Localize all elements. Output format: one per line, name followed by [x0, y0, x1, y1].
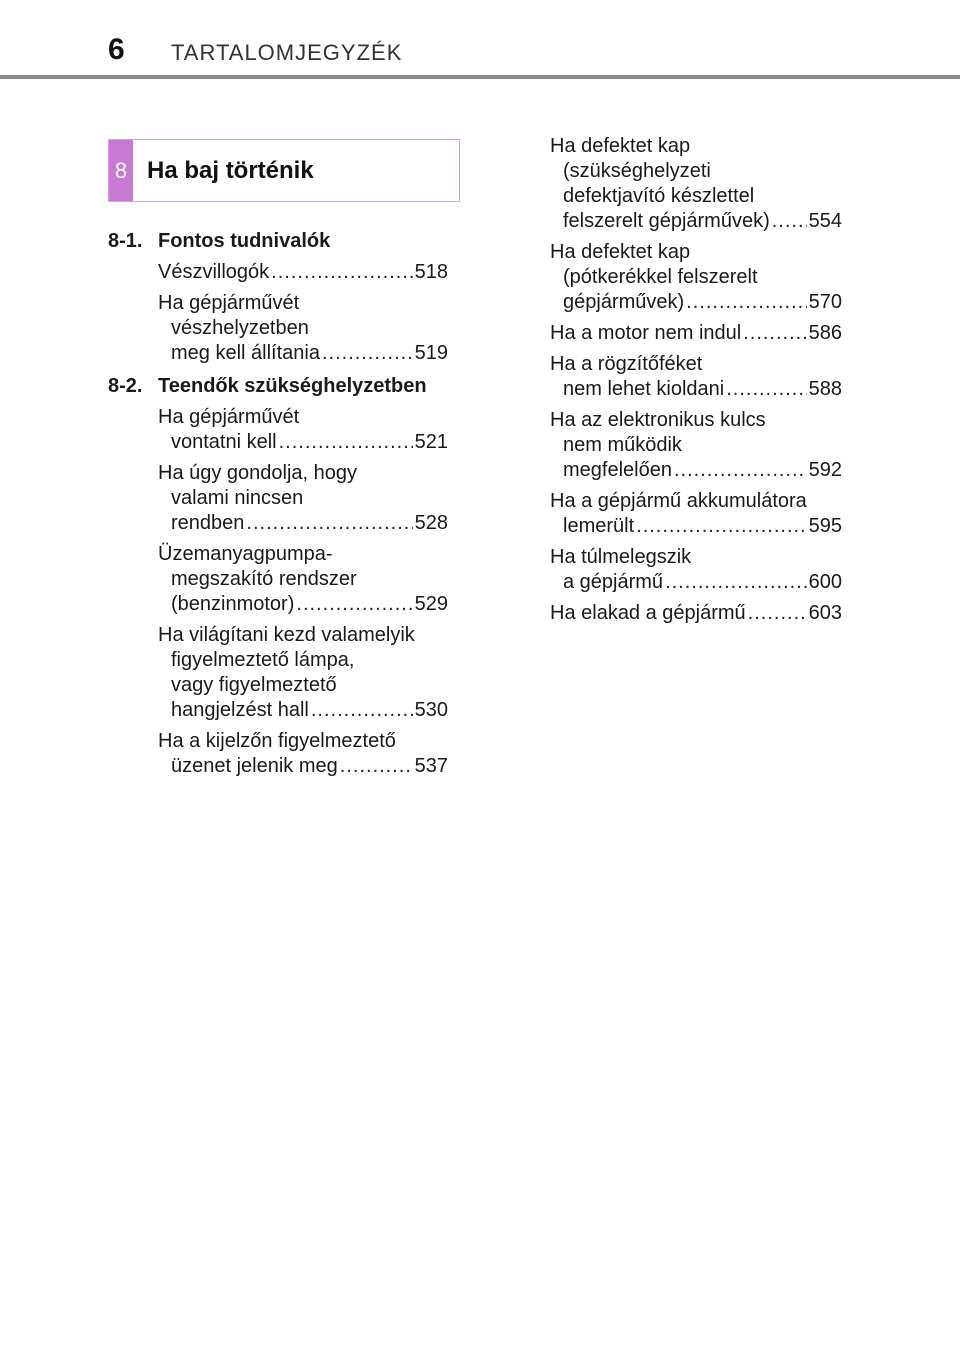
toc-entry-line: Üzemanyagpumpa-	[158, 543, 333, 565]
page-reference: 537	[414, 755, 448, 777]
page-reference: 592	[808, 459, 842, 481]
toc-entry-last-line	[550, 377, 842, 402]
toc-entry-last-line	[550, 601, 842, 626]
page-reference: 570	[808, 291, 842, 313]
toc-entry[interactable]	[158, 405, 448, 455]
toc-entry-line: Ha világítani kezd valamelyik	[158, 624, 415, 646]
toc-entry-line: Ha a kijelzőn figyelmeztető	[158, 730, 396, 752]
dot-leader	[748, 601, 807, 626]
toc-entry-last-line	[158, 341, 448, 366]
toc-entry-text: gépjárművek)	[563, 291, 685, 313]
toc-entry-last-line	[158, 754, 448, 779]
section-title: Fontos tudnivalók	[158, 230, 331, 252]
toc-entry-text: lemerült	[563, 515, 635, 537]
dot-leader	[726, 377, 806, 402]
toc-entry-last-line	[550, 458, 842, 483]
page-reference: 588	[808, 378, 842, 400]
page-reference: 521	[414, 431, 448, 453]
page-reference: 603	[808, 602, 842, 624]
dot-leader	[636, 514, 806, 539]
toc-entry[interactable]	[550, 489, 842, 539]
toc-entry-line: Ha a gépjármű akkumulátora	[550, 490, 807, 512]
toc-entry-line: Ha a rögzítőféket	[550, 353, 703, 375]
dot-leader	[296, 592, 412, 617]
toc-left-column	[108, 226, 448, 785]
toc-entry-line: valami nincsen	[171, 487, 304, 509]
toc-entry-last-line	[550, 570, 842, 595]
page-reference: 595	[808, 515, 842, 537]
toc-entry[interactable]	[550, 321, 842, 346]
toc-entry-text: (benzinmotor)	[171, 593, 295, 615]
toc-entry-line: (szükséghelyzeti	[563, 160, 711, 182]
dot-leader	[340, 754, 413, 779]
toc-entry-text: Vészvillogók	[158, 261, 270, 283]
toc-entry-text: a gépjármű	[563, 571, 664, 593]
chapter-title: Ha baj történik	[147, 157, 314, 184]
toc-entry-text: megfelelően	[563, 459, 672, 481]
dot-leader	[279, 430, 413, 455]
toc-entry-line: nem működik	[563, 434, 682, 456]
dot-leader	[686, 290, 806, 315]
chapter-heading	[108, 139, 460, 202]
dot-leader	[772, 209, 807, 234]
toc-entry-last-line	[550, 209, 842, 234]
page-header	[0, 0, 960, 80]
toc-entry-last-line	[550, 514, 842, 539]
toc-entry[interactable]	[550, 352, 842, 402]
toc-entry-last-line	[550, 290, 842, 315]
page-reference: 530	[414, 699, 448, 721]
dot-leader	[743, 321, 806, 346]
toc-entry-text: Ha a motor nem indul	[550, 322, 742, 344]
header-title: TARTALOMJEGYZÉK	[171, 40, 403, 65]
toc-entry-text: hangjelzést hall	[171, 699, 309, 721]
toc-entry-last-line	[158, 430, 448, 455]
toc-entry-text: vontatni kell	[171, 431, 277, 453]
toc-entry[interactable]	[550, 545, 842, 595]
toc-entry-text: rendben	[171, 512, 245, 534]
dot-leader	[322, 341, 413, 366]
page-reference: 518	[414, 261, 448, 283]
toc-entry[interactable]	[158, 623, 448, 723]
toc-entry[interactable]	[550, 601, 842, 626]
toc-right-column	[550, 134, 842, 632]
page-number: 6	[108, 33, 125, 66]
toc-entry-line: Ha defektet kap	[550, 241, 691, 263]
toc-entry-line: Ha gépjárművét	[158, 406, 300, 428]
toc-entry-line: defektjavító készlettel	[563, 185, 755, 207]
toc-entry[interactable]	[550, 134, 842, 234]
toc-entry[interactable]	[158, 729, 448, 779]
page-reference: 600	[808, 571, 842, 593]
toc-entry-last-line	[550, 321, 842, 346]
toc-entry-line: Ha az elektronikus kulcs	[550, 409, 766, 431]
chapter-number-tab: 8	[109, 140, 133, 201]
toc-entry-last-line	[158, 592, 448, 617]
section-number: 8-2.	[108, 375, 143, 397]
toc-entry-line: vészhelyzetben	[171, 317, 309, 339]
toc-entry-line: Ha úgy gondolja, hogy	[158, 462, 358, 484]
toc-entry-line: (pótkerékkel felszerelt	[563, 266, 758, 288]
toc-section-heading	[108, 229, 448, 254]
toc-entry-line: megszakító rendszer	[171, 568, 357, 590]
page-reference: 519	[414, 342, 448, 364]
toc-entry-line: figyelmeztető lámpa,	[171, 649, 355, 671]
toc-entry[interactable]	[158, 291, 448, 366]
toc-entry[interactable]	[158, 260, 448, 285]
section-number: 8-1.	[108, 230, 143, 252]
section-title: Teendők szükséghelyzetben	[158, 375, 427, 397]
toc-entry-text: üzenet jelenik meg	[171, 755, 338, 777]
toc-entry[interactable]	[550, 240, 842, 315]
toc-entry-text: nem lehet kioldani	[563, 378, 725, 400]
toc-entry-text: felszerelt gépjárművek)	[563, 210, 770, 232]
dot-leader	[271, 260, 412, 285]
toc-entry-last-line	[158, 698, 448, 723]
page-reference: 586	[808, 322, 842, 344]
toc-entry-line: Ha gépjárművét	[158, 292, 300, 314]
toc-entry-line: Ha túlmelegszik	[550, 546, 692, 568]
dot-leader	[246, 511, 412, 536]
dot-leader	[674, 458, 807, 483]
page-reference: 554	[808, 210, 842, 232]
dot-leader	[311, 698, 413, 723]
toc-entry-last-line	[158, 260, 448, 285]
dot-leader	[665, 570, 807, 595]
toc-section-heading	[108, 374, 448, 399]
page-reference: 528	[414, 512, 448, 534]
toc-entry-text: Ha elakad a gépjármű	[550, 602, 746, 624]
toc-entry[interactable]	[158, 542, 448, 617]
toc-entry[interactable]	[158, 461, 448, 536]
toc-entry[interactable]	[550, 408, 842, 483]
toc-entry-last-line	[158, 511, 448, 536]
toc-entry-line: Ha defektet kap	[550, 135, 691, 157]
toc-entry-line: vagy figyelmeztető	[171, 674, 337, 696]
header-divider	[0, 75, 960, 79]
toc-entry-text: meg kell állítania	[171, 342, 320, 364]
page-reference: 529	[414, 593, 448, 615]
